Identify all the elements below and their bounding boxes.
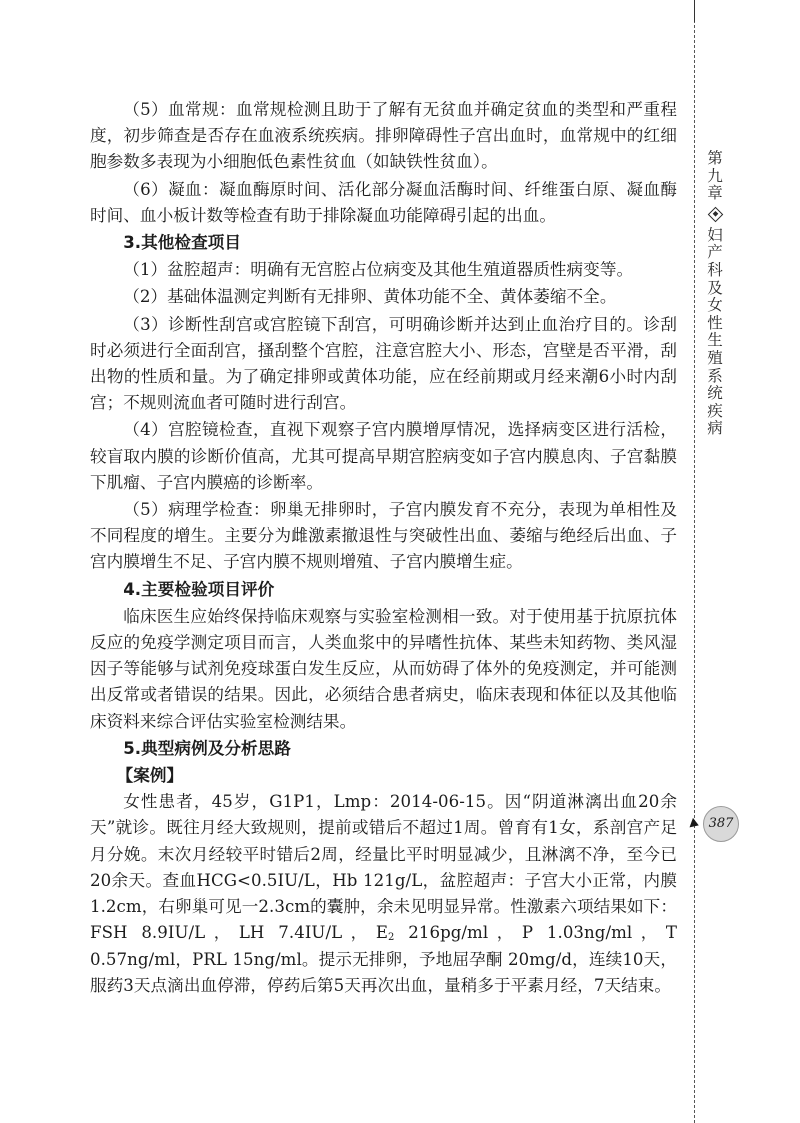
paragraph-curettage: （3）诊断性刮宫或宫腔镜下刮宫，可明确诊断并达到止血治疗目的。诊刮时必须进行全面刮宫，搔刮整个宫腔，注意宫腔大小、形态，宫壁是否平滑，刮出物的性质和量。为了确定排卵或黄体功能，应在经前期或月经来潮6小时内刮宫；不规则流血者可随时进行刮宫。 (90, 314, 677, 413)
paragraph-hysteroscopy: （4）宫腔镜检查，直视下观察子宫内膜增厚情况，选择病变区进行活检，较盲取内膜的诊断价值高，尤其可提高早期宫腔病变如子宫内膜息肉、子宫黏膜下肌瘤、子宫内膜癌的诊断率。 (90, 420, 677, 492)
chapter-number: 第九章 (707, 149, 723, 203)
paragraph-pathology: （5）病理学检查：卵巢无排卵时，子宫内膜发育不充分，表现为单相性及不同程度的增生。主要分为雌激素撤退性与突破性出血、萎缩与绝经后出血、子宫内膜增生不足、子宫内膜不规则增殖、子宫内膜增生症。 (90, 500, 677, 572)
paragraph-evaluation: 临床医生应始终保持临床观察与实验室检测相一致。对于使用基于抗原抗体反应的免疫学测定项目而言，人类血浆中的异嗜性抗体、某些未知药物、类风湿因子等能够与试剂免疫球蛋白发生反应，从而妨碍了体外的免疫测定，并可能测出反常或者错误的结果。因此，必须结合患者病史，临床表现和体征以及其他临床资料来综合评估实验室检测结果。 (90, 606, 677, 731)
page-number-badge: 387 (703, 806, 739, 842)
section-heading-evaluation: 4.主要检验项目评价 (123, 579, 275, 599)
paragraph-basal-temperature: （2）基础体温测定判断有无排卵、黄体功能不全、黄体萎缩不全。 (123, 287, 617, 307)
sidebar-dashed-rule (694, 0, 695, 1123)
section-heading-other-exams: 3.其他检查项目 (123, 233, 241, 253)
main-text-column (90, 97, 677, 999)
case-label: 【案例】 (116, 766, 184, 786)
case-text-part-2: 216pg/ml，P 1.03ng/ml，T 0.57ng/ml，PRL 15ng/ml。提示无排卵，予地屈孕酮 20mg/d，连续10天，服药3天点滴出血停滞，停药后第5天再次出血，量稍多于平素月经，7天结束。 (90, 923, 677, 995)
section-heading-case-analysis: 5.典型病例及分析思路 (123, 738, 291, 758)
diamond-icon (707, 207, 723, 223)
chapter-title: 妇产科及女性生殖系统疾病 (707, 225, 723, 438)
paragraph-pelvic-ultrasound: （1）盆腔超声：明确有无宫腔占位病变及其他生殖道器质性病变等。 (123, 260, 634, 280)
estradiol-subscript: 2 (388, 932, 395, 944)
sidebar-rule-top (694, 0, 695, 22)
paragraph-blood-routine: （5）血常规：血常规检测且助于了解有无贫血并确定贫血的类型和严重程度，初步筛查是否存在血液系统疾病。排卵障碍性子宫出血时，血常规中的红细胞参数多表现为小细胞低色素性贫血（如缺铁性贫血）。 (90, 100, 677, 172)
paragraph-coagulation: （6）凝血：凝血酶原时间、活化部分凝血活酶时间、纤维蛋白原、凝血酶时间、血小板计数等检查有助于排除凝血功能障碍引起的出血。 (90, 179, 677, 225)
paragraph-case (90, 789, 677, 999)
chapter-tab (702, 150, 728, 438)
page-pointer-icon (690, 818, 701, 830)
case-text-part-1: 女性患者，45岁，G1P1，Lmp：2014-06-15。因“阴道淋漓出血20余天”就诊。既往月经大致规则，提前或错后不超过1周。曾育有1女，系剖宫产足月分娩。末次月经较平时错后2周，经量比平时明显减少，且淋漓不净，至今已20余天。查血HCG<0.5IU/L，Hb 121g/L，盆腔超声：子宫大小正常，内膜1.2cm，右卵巢可见一2.3cm的囊肿，余未见明显异常。性激素六项结果如下：FSH 8.9IU/L，LH 7.4IU/L，E (90, 792, 677, 943)
